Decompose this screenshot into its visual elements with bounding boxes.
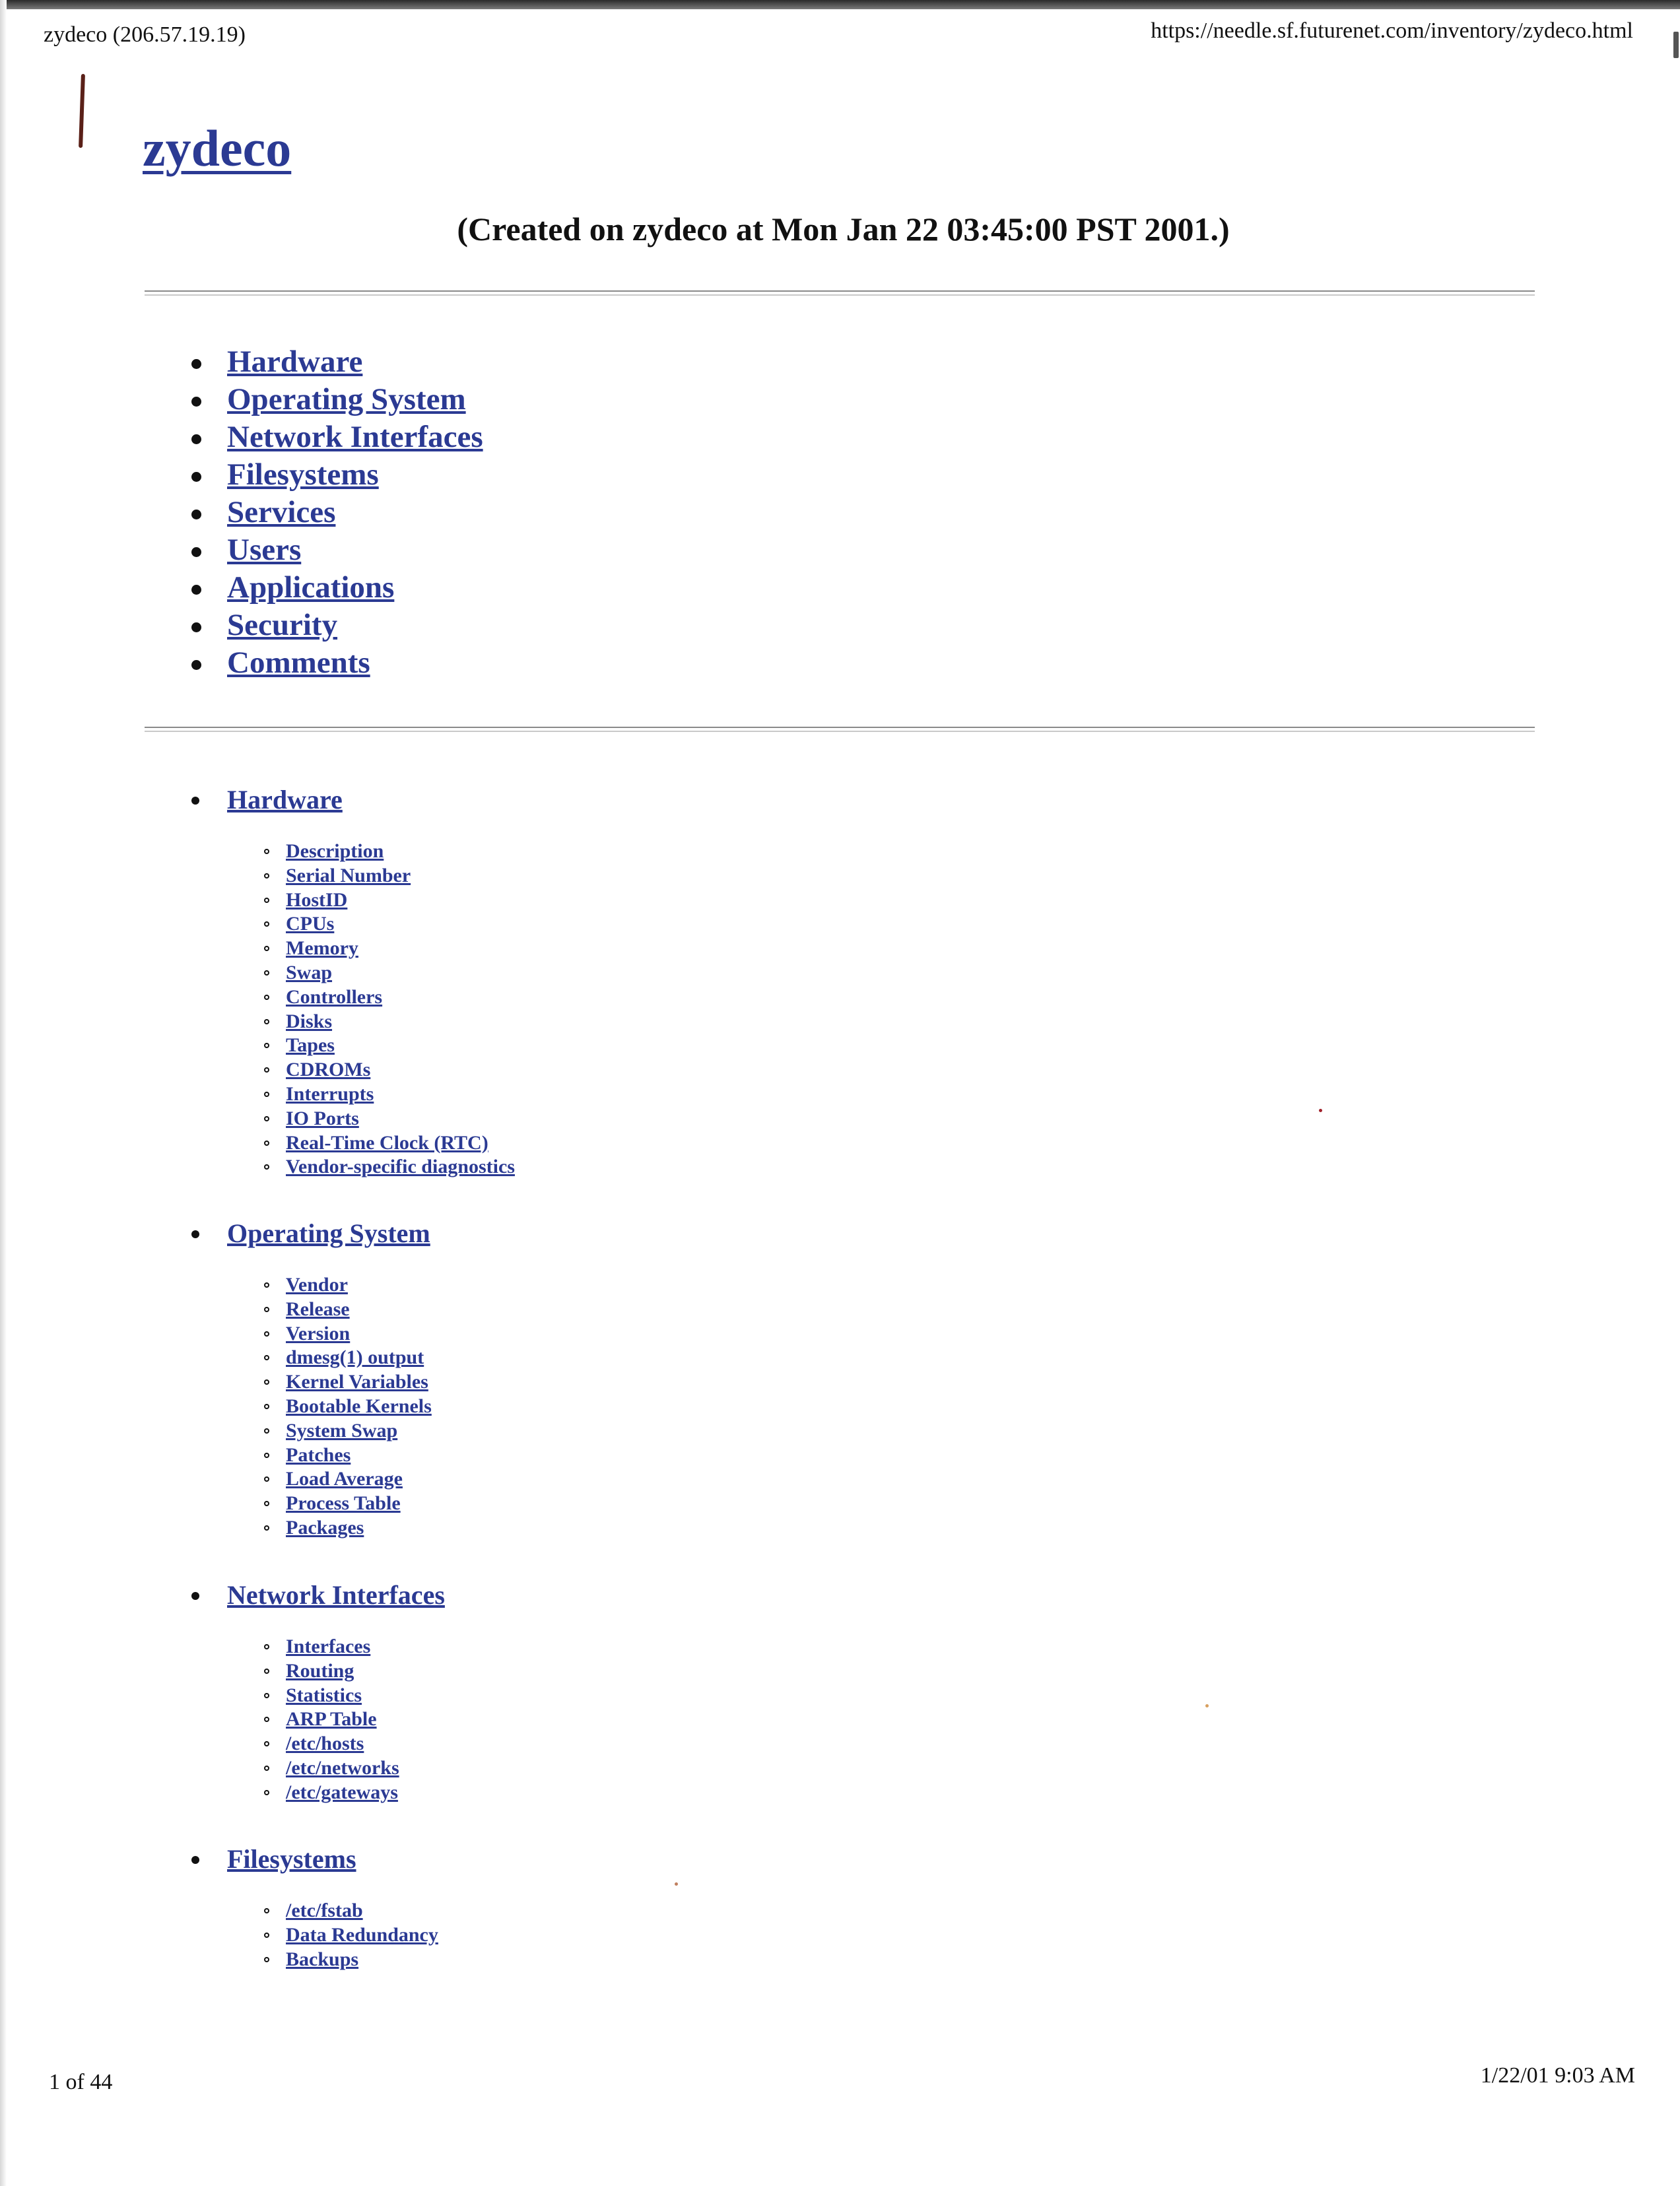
- list-item: [286, 1948, 438, 1972]
- network-interfaces-sublist: [286, 1635, 445, 1805]
- list-item: [286, 1370, 432, 1395]
- list-item: [286, 1058, 515, 1082]
- section-heading: [189, 1579, 445, 1611]
- sublink-patches[interactable]: Patches: [286, 1443, 351, 1466]
- section-heading: [189, 784, 515, 816]
- list-item: [286, 1298, 432, 1322]
- sublink-etc-fstab[interactable]: /etc/fstab: [286, 1900, 363, 1921]
- list-item: [286, 1010, 515, 1034]
- sublink-dmesg[interactable]: dmesg(1) output: [286, 1346, 424, 1369]
- toc-link-filesystems[interactable]: Filesystems: [227, 457, 379, 492]
- print-header-url: https://needle.sf.futurenet.com/inventory/zydeco.html: [1151, 18, 1633, 43]
- sublink-serial-number[interactable]: Serial Number: [286, 864, 411, 886]
- sublink-vendor-diagnostics[interactable]: Vendor-specific diagnostics: [286, 1156, 515, 1178]
- sublink-version[interactable]: Version: [286, 1322, 351, 1344]
- scan-speck: [1319, 1109, 1322, 1112]
- list-item: [286, 985, 515, 1010]
- sublink-release[interactable]: Release: [286, 1298, 350, 1320]
- section-link-hardware[interactable]: Hardware: [227, 785, 343, 814]
- scan-left-edge: [0, 0, 7, 2186]
- toc-item-security: [189, 607, 483, 644]
- toc-link-users[interactable]: Users: [227, 533, 302, 567]
- list-item: [286, 1419, 432, 1443]
- sublink-swap[interactable]: Swap: [286, 961, 333, 983]
- list-item: [286, 1923, 438, 1948]
- sublink-packages[interactable]: Packages: [286, 1516, 364, 1539]
- list-item: [286, 1899, 438, 1923]
- sublink-controllers[interactable]: Controllers: [286, 985, 383, 1008]
- toc-item-operating-system: [189, 381, 483, 418]
- sublink-arp-table[interactable]: ARP Table: [286, 1708, 377, 1731]
- section-operating-system: [189, 1218, 432, 1540]
- pen-mark: [79, 74, 85, 148]
- print-header-title: zydeco (206.57.19.19): [44, 22, 246, 47]
- list-item: [286, 1467, 432, 1492]
- section-link-filesystems[interactable]: Filesystems: [227, 1844, 356, 1874]
- list-item: [286, 1659, 445, 1684]
- toc-link-network-interfaces[interactable]: Network Interfaces: [227, 420, 483, 454]
- list-item: [286, 1346, 432, 1370]
- toc-link-security[interactable]: Security: [227, 608, 338, 642]
- page-title-link[interactable]: zydeco: [143, 119, 292, 177]
- sublink-cdroms[interactable]: CDROMs: [286, 1059, 371, 1081]
- sublink-routing[interactable]: Routing: [286, 1659, 354, 1682]
- scan-speck: [1205, 1704, 1209, 1707]
- sublink-interfaces[interactable]: Interfaces: [286, 1636, 371, 1657]
- list-item: [286, 1684, 445, 1708]
- list-item: [286, 1322, 432, 1346]
- table-of-contents: [189, 343, 483, 682]
- created-timestamp: (Created on zydeco at Mon Jan 22 03:45:00 PST 2001.): [457, 211, 1230, 248]
- list-item: [286, 1107, 515, 1131]
- page-counter: 1 of 44: [49, 2070, 113, 2094]
- toc-item-applications: [189, 569, 483, 607]
- list-item: [286, 1395, 432, 1419]
- list-item: [286, 937, 515, 961]
- operating-system-sublist: [286, 1273, 432, 1540]
- section-filesystems: [189, 1843, 438, 1971]
- list-item: [286, 1155, 515, 1179]
- list-item: [286, 912, 515, 937]
- sublink-interrupts[interactable]: Interrupts: [286, 1082, 374, 1105]
- toc-item-hardware: [189, 343, 483, 381]
- sublink-system-swap[interactable]: System Swap: [286, 1419, 398, 1441]
- toc-item-users: [189, 531, 483, 569]
- sublink-hostid[interactable]: HostID: [286, 888, 348, 911]
- list-item: [286, 961, 515, 985]
- sublink-disks[interactable]: Disks: [286, 1010, 333, 1032]
- list-item: [286, 1781, 445, 1805]
- sublink-kernel-variables[interactable]: Kernel Variables: [286, 1371, 428, 1393]
- toc-link-applications[interactable]: Applications: [227, 570, 395, 605]
- list-item: [286, 1516, 432, 1540]
- sublink-rtc[interactable]: Real-Time Clock (RTC): [286, 1131, 488, 1154]
- section-link-network-interfaces[interactable]: Network Interfaces: [227, 1580, 445, 1610]
- sublink-data-redundancy[interactable]: Data Redundancy: [286, 1923, 438, 1946]
- toc-item-filesystems: [189, 456, 483, 494]
- sublink-tapes[interactable]: Tapes: [286, 1034, 335, 1057]
- list-item: [286, 1732, 445, 1756]
- sublink-bootable-kernels[interactable]: Bootable Kernels: [286, 1395, 432, 1417]
- list-item: [286, 888, 515, 913]
- sublink-description[interactable]: Description: [286, 840, 384, 862]
- list-item: [286, 1492, 432, 1516]
- list-item: [286, 840, 515, 864]
- sublink-io-ports[interactable]: IO Ports: [286, 1107, 359, 1129]
- list-item: [286, 864, 515, 888]
- section-heading: [189, 1843, 438, 1875]
- toc-link-hardware[interactable]: Hardware: [227, 345, 363, 379]
- list-item: [286, 1635, 445, 1659]
- scan-speck: [675, 1882, 678, 1886]
- toc-link-comments[interactable]: Comments: [227, 646, 370, 680]
- section-hardware: [189, 784, 515, 1179]
- horizontal-rule: [145, 727, 1535, 732]
- list-item: [286, 1707, 445, 1732]
- sublink-statistics[interactable]: Statistics: [286, 1684, 362, 1706]
- section-network-interfaces: [189, 1579, 445, 1805]
- sublink-etc-networks[interactable]: /etc/networks: [286, 1756, 399, 1779]
- sublink-etc-gateways[interactable]: /etc/gateways: [286, 1781, 398, 1803]
- horizontal-rule: [145, 290, 1535, 296]
- list-item: [286, 1273, 432, 1298]
- toc-item-network-interfaces: [189, 418, 483, 456]
- scan-top-edge: [0, 0, 1680, 9]
- sublink-cpus[interactable]: CPUs: [286, 913, 335, 935]
- sublink-memory[interactable]: Memory: [286, 937, 358, 960]
- page-title: [143, 119, 291, 178]
- list-item: [286, 1034, 515, 1058]
- sublink-vendor[interactable]: Vendor: [286, 1274, 348, 1296]
- sublink-backups[interactable]: Backups: [286, 1948, 359, 1970]
- sublink-load-average[interactable]: Load Average: [286, 1468, 403, 1490]
- toc-item-services: [189, 494, 483, 531]
- list-item: [286, 1756, 445, 1781]
- filesystems-sublist: [286, 1899, 438, 1971]
- section-link-operating-system[interactable]: Operating System: [227, 1218, 430, 1248]
- sublink-process-table[interactable]: Process Table: [286, 1492, 401, 1515]
- list-item: [286, 1443, 432, 1468]
- print-datetime: 1/22/01 9:03 AM: [1480, 2063, 1635, 2088]
- sublink-etc-hosts[interactable]: /etc/hosts: [286, 1733, 364, 1755]
- toc-item-comments: [189, 644, 483, 682]
- list-item: [286, 1082, 515, 1107]
- scan-speck: [1673, 32, 1679, 58]
- hardware-sublist: [286, 840, 515, 1179]
- toc-link-services[interactable]: Services: [227, 495, 336, 529]
- section-heading: [189, 1218, 432, 1249]
- list-item: [286, 1131, 515, 1156]
- toc-link-operating-system[interactable]: Operating System: [227, 382, 466, 416]
